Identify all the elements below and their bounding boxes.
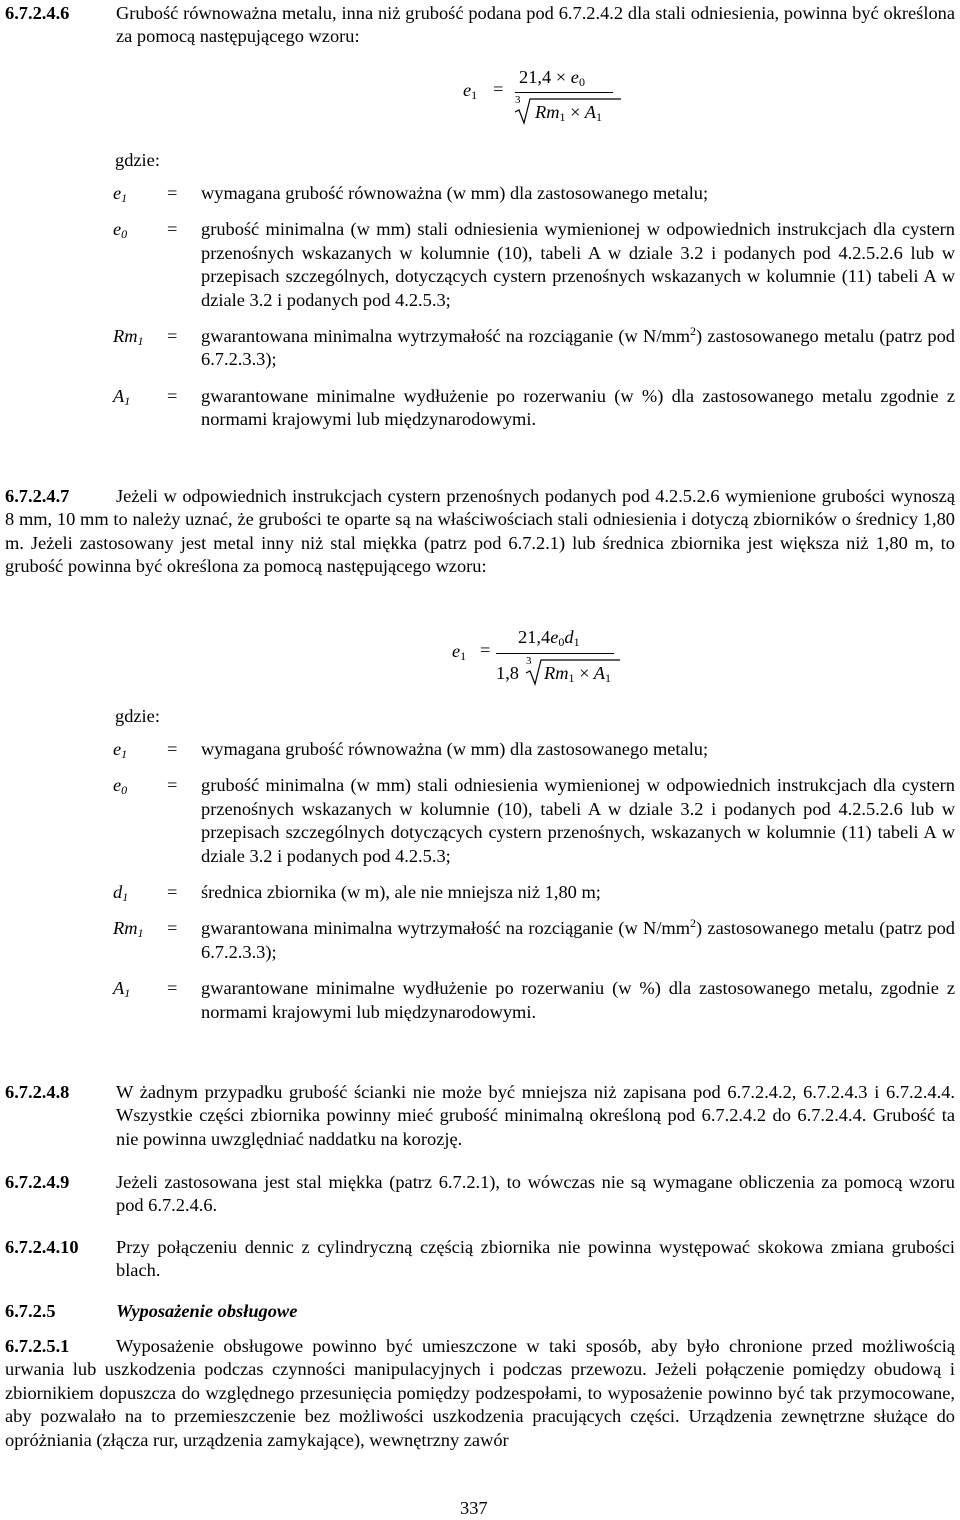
definition-equals: = bbox=[167, 385, 178, 406]
definition-text: grubość minimalna (w mm) stali odniesienia wymienionej w odpowiednich instrukcjach dla cystern przenośnych wskazanych w kolumnie (10), tabeli A w dziale 3.2 i podanych pod 4.2.5.2.6 lub w przepisach szczególnych dotyczących cystern przenośnych, wskazanych w kolumnie (11) tabeli A w dziale 3.2 i podanych pod 4.2.5.3; bbox=[201, 775, 955, 866]
section-text: Jeżeli w odpowiednich instrukcjach cystern przenośnych podanych pod 4.2.5.2.6 wymienione grubości wynoszą 8 mm, 10 mm to należy uznać, że grubości te oparte są na właściwościach stali odniesienia i dotyczą zbiorników o średnicy 1,80 m. Jeżeli zastosowany jest metal inny niż stal miękka (patrz pod 6.7.2.1) lub średnica zbiornika jest większa niż 1,80 m, to grubość powinna być określona za pomocą następującego wzoru: bbox=[5, 486, 955, 577]
definitions-1 bbox=[5, 182, 955, 445]
definition-e1 bbox=[5, 182, 955, 205]
root-index: 3 bbox=[515, 94, 521, 106]
page-number: 337 bbox=[460, 1498, 488, 1518]
definition-text: gwarantowana minimalna wytrzymałość na rozciąganie (w $N/mm^2$) zastosowanego metalu (patrz pod 6.7.2.3.3); bbox=[201, 916, 956, 962]
section-number: 6.7.2.4.6 bbox=[5, 3, 70, 23]
definition-e0 bbox=[5, 774, 955, 868]
formula-numerator: $21,4 \times e_0$ bbox=[519, 67, 585, 89]
definition-symbol: $A_1$ bbox=[113, 978, 131, 1001]
definition-text: wymagana grubość równoważna (w mm) dla zastosowanego metalu; bbox=[201, 739, 709, 759]
section-6-7-2-4-6 bbox=[5, 2, 955, 49]
definition-text: gwarantowane minimalne wydłużenie po rozerwaniu (w %) dla zastosowanego metalu zgodnie z normami krajowymi lub międzynarodowymi. bbox=[201, 385, 955, 430]
definition-e0 bbox=[5, 218, 955, 312]
section-6-7-2-4-10 bbox=[5, 1236, 955, 1283]
section-number: 6.7.2.4.8 bbox=[5, 1082, 70, 1102]
definition-equals: = bbox=[167, 739, 178, 759]
formula-denominator: $Rm_1 \times A_1$ bbox=[544, 663, 611, 685]
definition-symbol: $Rm_1$ bbox=[113, 918, 144, 941]
definition-symbol: $e_0$ bbox=[113, 219, 128, 242]
definition-rm1 bbox=[5, 325, 955, 372]
definition-text: średnica zbiornika (w m), ale nie mniejsza niż 1,80 m; bbox=[201, 882, 601, 903]
section-6-7-2-4-9 bbox=[5, 1171, 955, 1218]
fraction-bar bbox=[496, 653, 614, 654]
section-text: Wyposażenie obsługowe powinno być umieszczone w taki sposób, aby było chronione przed możliwością urwania lub uszkodzenia podczas czynności manipulacyjnych i podczas przewozu. Jeżeli połączenie pomiędzy obudową i zbiornikiem dopuszcza do względnego przesunięcia pomiędzy podzespołami, to wyposażenie powinno być tak przymocowane, aby pozwalało na to przemieszczenie bez możliwości uszkodzenia pracujących części. Urządzenia zewnętrzne służące do opróżniania (złącza rur, urządzenia zamykające), wewnętrzny zawór bbox=[5, 1336, 955, 1450]
definition-equals: = bbox=[167, 978, 178, 999]
definition-text: wymagana grubość równoważna (w mm) dla zastosowanego metalu; bbox=[201, 183, 709, 203]
definition-a1 bbox=[5, 385, 955, 432]
section-text: Jeżeli zastosowana jest stal miękka (patrz 6.7.2.1), to wówczas nie są wymagane obliczenia za pomocą wzoru pod 6.7.2.4.6. bbox=[116, 1172, 955, 1216]
formula-lhs: $e_1$ bbox=[452, 641, 467, 663]
section-text: W żadnym przypadku grubość ścianki nie może być mniejsza niż zapisana pod 6.7.2.4.2, 6.7.2.4.3 i 6.7.2.4.4. Wszystkie części zbiornika powinny mieć grubość minimalną określoną pod 6.7.2.4.2 do 6.7.2.4.4. Grubość ta nie powinna uwzględniać naddatku na korozję. bbox=[116, 1082, 955, 1149]
section-text: Grubość równoważna metalu, inna niż grubość podana pod 6.7.2.4.2 dla stali odniesienia, powinna być określona za pomocą następującego wzoru: bbox=[116, 3, 955, 47]
definition-equals: = bbox=[167, 326, 178, 347]
definition-equals: = bbox=[167, 183, 178, 203]
definition-rm1 bbox=[5, 917, 955, 964]
where-label: gdzie: bbox=[115, 706, 160, 726]
section-6-7-2-4-7 bbox=[5, 485, 955, 579]
definition-a1 bbox=[5, 977, 955, 1024]
definition-symbol: $e_1$ bbox=[113, 183, 128, 205]
section-6-7-2-5-1 bbox=[5, 1335, 955, 1452]
definition-text: grubość minimalna (w mm) stali odniesienia wymienionej w odpowiednich instrukcjach dla cystern przenośnych wskazanych w kolumnie (10), tabeli A w dziale 3.2 i podanych pod 4.2.5.2.6 lub w przepisach szczególnych, dotyczących cystern przenośnych wskazanych w kolumnie (11) tabeli A w dziale 3.2 i podanych pod 4.2.5.3; bbox=[201, 219, 955, 310]
definition-symbol: $d_1$ bbox=[113, 882, 129, 905]
definition-symbol: $A_1$ bbox=[113, 385, 131, 408]
formula-equals: = bbox=[493, 79, 504, 99]
section-number: 6.7.2.4.7 bbox=[5, 486, 70, 506]
formula-1 bbox=[463, 64, 633, 134]
section-heading: Wyposażenie obsługowe bbox=[116, 1301, 298, 1321]
definition-symbol: $e_1$ bbox=[113, 739, 128, 761]
definition-equals: = bbox=[167, 882, 178, 903]
root-index: 3 bbox=[526, 655, 532, 667]
formula-lhs: $e_1$ bbox=[463, 80, 478, 102]
formula-coefficient: 1,8 bbox=[496, 663, 519, 683]
definition-symbol: $e_0$ bbox=[113, 775, 128, 798]
definition-e1 bbox=[5, 738, 955, 761]
section-number: 6.7.2.5 bbox=[5, 1301, 56, 1321]
section-number: 6.7.2.4.9 bbox=[5, 1172, 70, 1192]
definition-equals: = bbox=[167, 219, 178, 240]
definitions-2 bbox=[5, 738, 955, 1037]
formula-denominator: $Rm_1 \times A_1$ bbox=[535, 102, 602, 124]
section-6-7-2-4-8 bbox=[5, 1081, 955, 1151]
formula-numerator: $21,4e_0d_1$ bbox=[518, 627, 580, 649]
definition-text: gwarantowane minimalne wydłużenie po rozerwaniu (w %) dla zastosowanego metalu, zgodnie z normami krajowymi lub międzynarodowymi. bbox=[201, 978, 955, 1022]
definition-equals: = bbox=[167, 918, 178, 939]
definition-text: gwarantowana minimalna wytrzymałość na rozciąganie (w $N/mm^2$) zastosowanego metalu (patrz pod 6.7.2.3.3); bbox=[201, 324, 956, 370]
formula-equals: = bbox=[480, 640, 491, 660]
where-label: gdzie: bbox=[115, 150, 160, 170]
definition-d1 bbox=[5, 881, 955, 904]
section-6-7-2-5 bbox=[5, 1300, 955, 1323]
fraction-bar bbox=[515, 92, 613, 93]
definition-equals: = bbox=[167, 775, 178, 796]
formula-2 bbox=[452, 622, 642, 692]
section-number: 6.7.2.5.1 bbox=[5, 1336, 70, 1356]
definition-symbol: $Rm_1$ bbox=[113, 326, 144, 349]
section-text: Przy połączeniu dennic z cylindryczną częścią zbiornika nie powinna występować skokowa zmiana grubości blach. bbox=[116, 1237, 955, 1281]
section-number: 6.7.2.4.10 bbox=[5, 1237, 79, 1257]
